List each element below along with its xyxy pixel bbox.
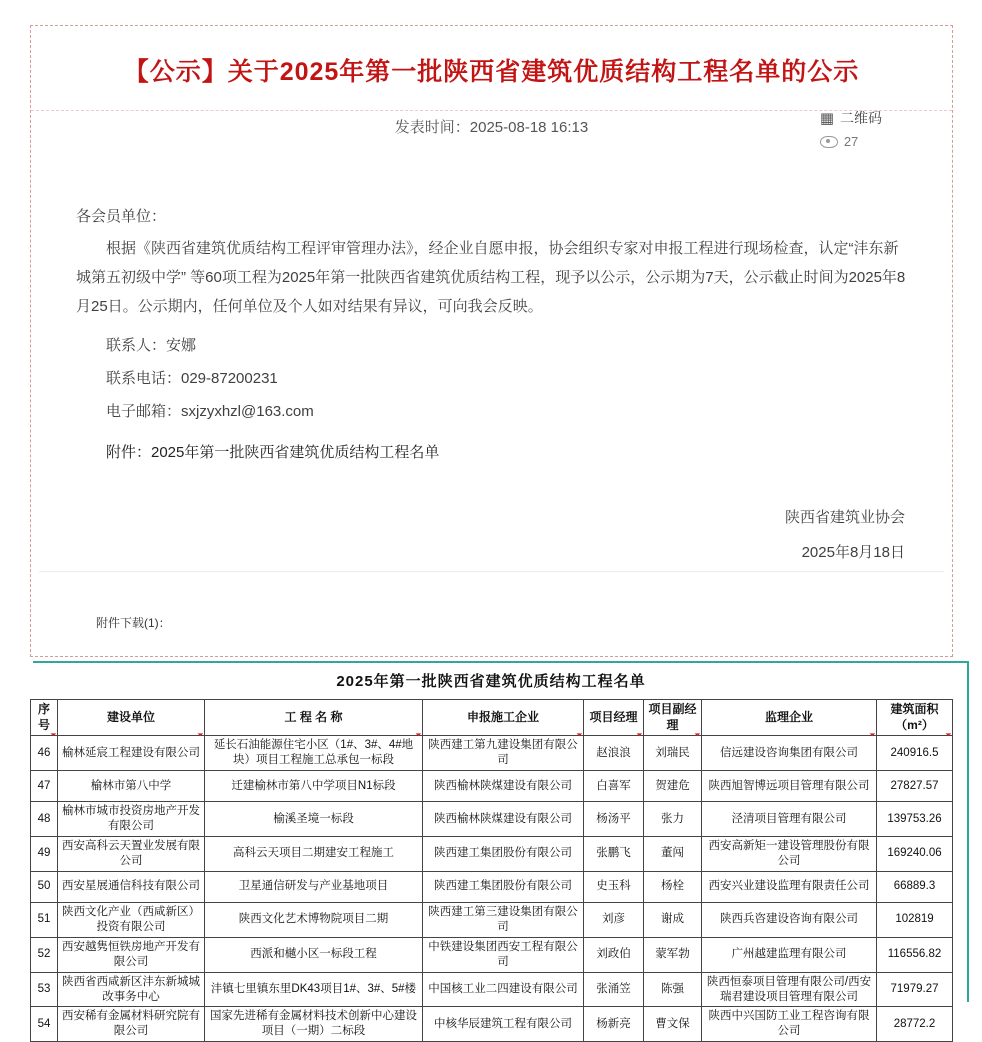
table-row: [31, 937, 953, 972]
column-header: [423, 700, 584, 736]
cell-unit[interactable]: 陕西文化产业（西咸新区）投资有限公司: [58, 902, 205, 937]
table-row: [31, 1007, 953, 1042]
cell-deputy-manager[interactable]: 蒙军勃: [644, 937, 702, 972]
cell-supervisor[interactable]: 广州越建监理有限公司: [702, 937, 877, 972]
cell-manager[interactable]: 杨新亮: [584, 1007, 644, 1042]
table-row: [31, 736, 953, 771]
attachment-line: 附件：2025年第一批陕西省建筑优质结构工程名单: [106, 444, 440, 461]
qr-views-block: [820, 108, 882, 149]
cell-unit[interactable]: 榆林市第八中学: [58, 771, 205, 802]
cell-project[interactable]: 西派和樾小区一标段工程: [205, 937, 423, 972]
cell-deputy-manager[interactable]: 董闯: [644, 836, 702, 871]
table-body: [31, 736, 953, 1042]
cell-manager[interactable]: 杨汤平: [584, 802, 644, 837]
column-header-label: 建设单位: [106, 709, 155, 724]
qrcode-label: 二维码: [840, 110, 882, 126]
column-header: [877, 700, 953, 736]
cell-unit[interactable]: 西安高科云天置业发展有限公司: [58, 836, 205, 871]
cell-area[interactable]: 27827.57: [877, 771, 953, 802]
cell-contractor[interactable]: 陕西建工集团股份有限公司: [423, 836, 584, 871]
cell-supervisor[interactable]: 西安高新矩一建设管理股份有限公司: [702, 836, 877, 871]
cell-contractor[interactable]: 陕西榆林陕煤建设有限公司: [423, 802, 584, 837]
salutation: 各会员单位：: [76, 208, 167, 225]
cell-supervisor[interactable]: 泾清项目管理有限公司: [702, 802, 877, 837]
cell-seq[interactable]: 49: [31, 836, 58, 871]
cell-seq[interactable]: 53: [31, 972, 58, 1007]
cell-project[interactable]: 卫星通信研发与产业基地项目: [205, 871, 423, 902]
cell-area[interactable]: 169240.06: [877, 836, 953, 871]
column-header: [702, 700, 877, 736]
table-row: [31, 972, 953, 1007]
column-header-label: 申报施工企业: [466, 709, 539, 724]
column-header-label: 项目经理: [589, 709, 638, 724]
contact-email: 电子邮箱：sxjzyxhzl@163.com: [106, 403, 314, 420]
cell-deputy-manager[interactable]: 刘瑞民: [644, 736, 702, 771]
cell-area[interactable]: 116556.82: [877, 937, 953, 972]
cell-project[interactable]: 榆溪圣境一标段: [205, 802, 423, 837]
cell-contractor[interactable]: 陕西建工集团股份有限公司: [423, 871, 584, 902]
column-header-label: 建筑面积（m²）: [890, 702, 939, 732]
table-row: [31, 802, 953, 837]
publish-time: 发表时间：2025-08-18 16:13: [394, 119, 589, 136]
cell-contractor[interactable]: 陕西榆林陕煤建设有限公司: [423, 771, 584, 802]
page-title: 【公示】关于2025年第一批陕西省建筑优质结构工程名单的公示: [123, 58, 860, 86]
cell-project[interactable]: 延长石油能源住宅小区（1#、3#、4#地块）项目工程施工总承包一标段: [205, 736, 423, 771]
cell-project[interactable]: 国家先进稀有金属材料技术创新中心建设项目（一期）二标段: [205, 1007, 423, 1042]
column-header-label: 项目副经理: [648, 702, 697, 732]
cell-unit[interactable]: 西安稀有金属材料研究院有限公司: [58, 1007, 205, 1042]
cell-manager[interactable]: 刘政伯: [584, 937, 644, 972]
table-row: [31, 836, 953, 871]
table-row: [31, 902, 953, 937]
cell-unit[interactable]: 西安星展通信科技有限公司: [58, 871, 205, 902]
signature-org: 陕西省建筑业协会: [784, 509, 905, 526]
cell-seq[interactable]: 50: [31, 871, 58, 902]
cell-manager[interactable]: 白喜军: [584, 771, 644, 802]
cell-contractor[interactable]: 陕西建工第三建设集团有限公司: [423, 902, 584, 937]
title-divider: [31, 110, 952, 111]
cell-area[interactable]: 240916.5: [877, 736, 953, 771]
table-title: 2025年第一批陕西省建筑优质结构工程名单: [336, 673, 646, 690]
cell-project[interactable]: 高科云天项目二期建安工程施工: [205, 836, 423, 871]
view-count: 27: [843, 134, 859, 149]
cell-deputy-manager[interactable]: 张力: [644, 802, 702, 837]
cell-seq[interactable]: 47: [31, 771, 58, 802]
qrcode-button[interactable]: [820, 108, 882, 128]
cell-seq[interactable]: 51: [31, 902, 58, 937]
table-row: [31, 771, 953, 802]
attachment-download-label: 附件下载(1)：: [96, 616, 171, 630]
cell-unit[interactable]: 榆林市城市投资房地产开发有限公司: [58, 802, 205, 837]
cell-contractor[interactable]: 陕西建工第九建设集团有限公司: [423, 736, 584, 771]
cell-supervisor[interactable]: 陕西恒泰项目管理有限公司/西安瑞君建设项目管理有限公司: [702, 972, 877, 1007]
cell-manager[interactable]: 赵浪浪: [584, 736, 644, 771]
cell-manager[interactable]: 张涌笠: [584, 972, 644, 1007]
column-header-label: 序号: [37, 702, 50, 732]
cell-contractor[interactable]: 中国核工业二四建设有限公司: [423, 972, 584, 1007]
view-count-row: [820, 134, 882, 149]
cell-project[interactable]: 迁建榆林市第八中学项目N1标段: [205, 771, 423, 802]
column-header: [644, 700, 702, 736]
signature-date: 2025年8月18日: [801, 544, 905, 561]
cell-contractor[interactable]: 中铁建设集团西安工程有限公司: [423, 937, 584, 972]
column-header: [58, 700, 205, 736]
cell-project[interactable]: 沣镇七里镇东里DK43项目1#、3#、5#楼: [205, 972, 423, 1007]
cell-unit[interactable]: 榆林延宸工程建设有限公司: [58, 736, 205, 771]
cell-supervisor[interactable]: 陕西中兴国防工业工程咨询有限公司: [702, 1007, 877, 1042]
column-header: [31, 700, 58, 736]
cell-deputy-manager[interactable]: 杨栓: [644, 871, 702, 902]
cell-deputy-manager[interactable]: 谢成: [644, 902, 702, 937]
eye-icon: [820, 136, 838, 148]
contact-person: 联系人：安娜: [106, 337, 197, 354]
column-header: [205, 700, 423, 736]
cell-deputy-manager[interactable]: 曹文保: [644, 1007, 702, 1042]
table-header-row: [31, 700, 953, 736]
cell-supervisor[interactable]: 信远建设咨询集团有限公司: [702, 736, 877, 771]
cell-manager[interactable]: 史玉科: [584, 871, 644, 902]
cell-contractor[interactable]: 中核华辰建筑工程有限公司: [423, 1007, 584, 1042]
cell-project[interactable]: 陕西文化艺术博物院项目二期: [205, 902, 423, 937]
cell-supervisor[interactable]: 陕西兵咨建设咨询有限公司: [702, 902, 877, 937]
cell-supervisor[interactable]: 陕西旭智博远项目管理有限公司: [702, 771, 877, 802]
cell-seq[interactable]: 54: [31, 1007, 58, 1042]
cell-unit[interactable]: 陕西省西咸新区沣东新城城改事务中心: [58, 972, 205, 1007]
contact-phone: 联系电话：029-87200231: [106, 370, 278, 387]
cell-deputy-manager[interactable]: 贺建危: [644, 771, 702, 802]
qrcode-icon: ▦: [819, 109, 834, 127]
column-header: [584, 700, 644, 736]
cell-area[interactable]: 28772.2: [877, 1007, 953, 1042]
cell-seq[interactable]: 46: [31, 736, 58, 771]
body-paragraph: 根据《陕西省建筑优质结构工程评审管理办法》，经企业自愿申报，协会组织专家对申报工程进行现场检查，认定“沣东新城第五初级中学” 等60项工程为2025年第一批陕西省建筑优质结构工程，现予以公示，公示期为7天，公示截止时间为2025年8月25日。公示期内，任何单位及个人如对结果有异议，可向我会反映。: [76, 240, 906, 315]
cell-area[interactable]: 66889.3: [877, 871, 953, 902]
column-header-label: 监理企业: [764, 709, 813, 724]
cell-seq[interactable]: 52: [31, 937, 58, 972]
announcement-box: [30, 25, 953, 657]
cell-deputy-manager[interactable]: 陈强: [644, 972, 702, 1007]
cell-manager[interactable]: 刘彦: [584, 902, 644, 937]
content-divider: [39, 571, 944, 572]
table-row: [31, 871, 953, 902]
cell-area[interactable]: 71979.27: [877, 972, 953, 1007]
cell-supervisor[interactable]: 西安兴业建设监理有限责任公司: [702, 871, 877, 902]
cell-seq[interactable]: 48: [31, 802, 58, 837]
cell-unit[interactable]: 西安越隽恒铁房地产开发有限公司: [58, 937, 205, 972]
projects-table: [30, 699, 953, 1042]
cell-area[interactable]: 102819: [877, 902, 953, 937]
column-header-label: 工 程 名 称: [284, 709, 343, 724]
cell-manager[interactable]: 张鹏飞: [584, 836, 644, 871]
cell-area[interactable]: 139753.26: [877, 802, 953, 837]
